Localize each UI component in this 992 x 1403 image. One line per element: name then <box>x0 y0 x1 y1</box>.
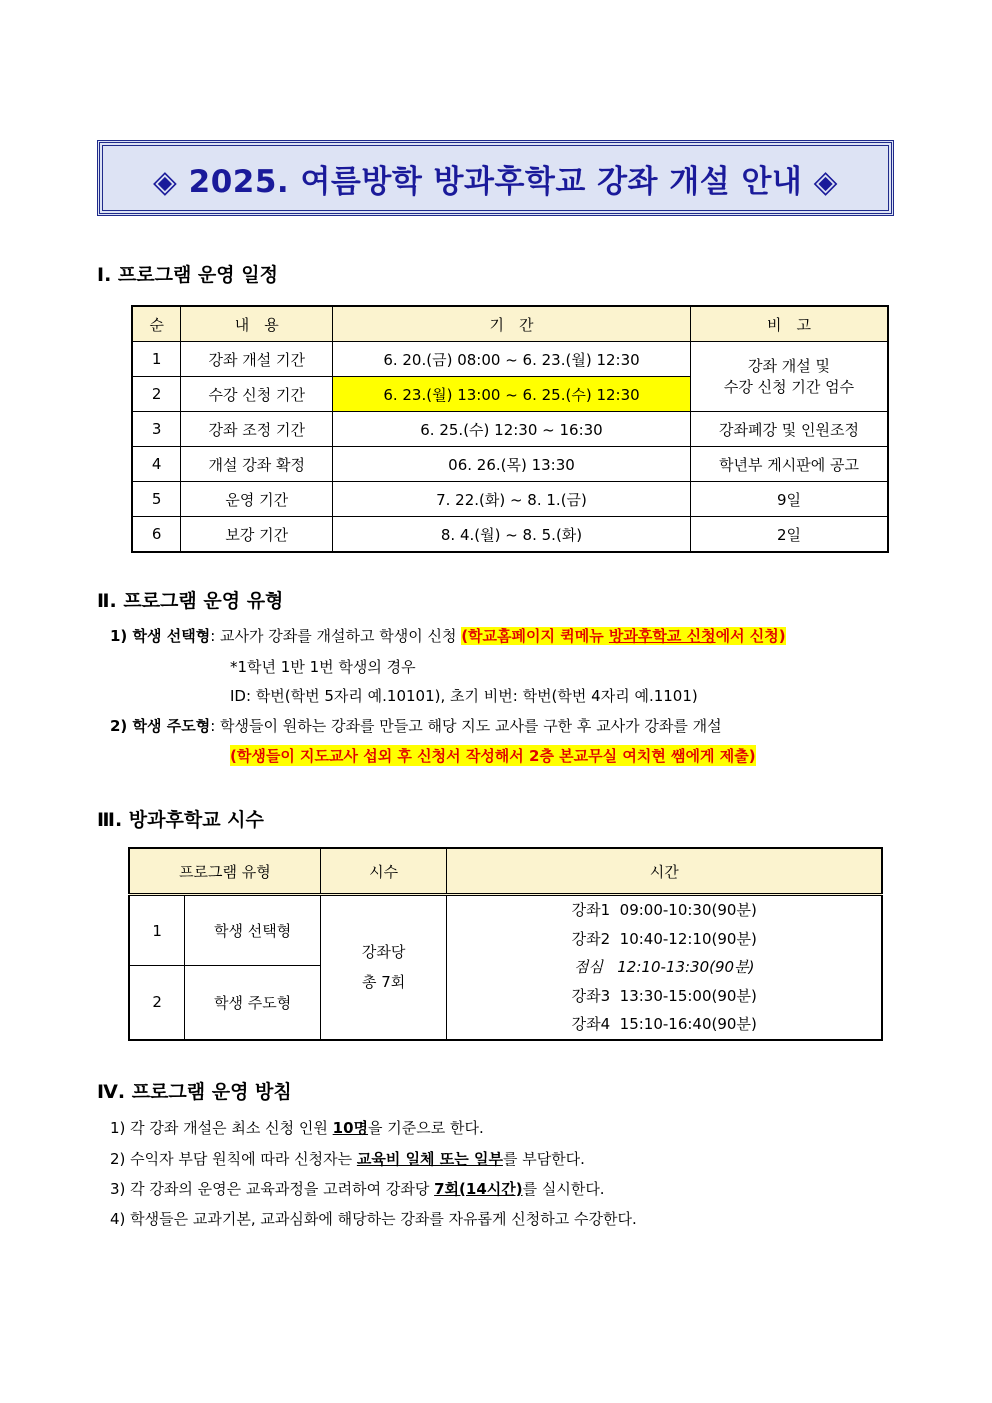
header-cell: 프로그램 유형 <box>129 848 320 895</box>
row-no: 6 <box>132 517 181 553</box>
table-row <box>132 342 888 377</box>
table-row <box>132 447 888 482</box>
merged-note <box>691 342 889 412</box>
policy-2 <box>110 1148 585 1169</box>
row-no: 1 <box>132 342 181 377</box>
type1-text: : 교사가 강좌를 개설하고 학생이 신청 <box>210 627 462 645</box>
policy-1 <box>110 1117 484 1138</box>
header-cell: 시간 <box>447 848 882 895</box>
policy-1-b: 10명 <box>332 1119 369 1137</box>
title-box <box>97 140 894 216</box>
row-no: 2 <box>132 377 181 412</box>
session-line: 강좌1 09:00-10:30(90분) <box>571 901 757 919</box>
row-content: 강좌 개설 기간 <box>181 342 333 377</box>
section2-heading: Ⅱ. 프로그램 운영 유형 <box>97 590 284 612</box>
merged-note-line2: 수강 신청 기간 엄수 <box>723 377 855 396</box>
policy-3-c: 를 실시한다. <box>522 1180 605 1198</box>
merged-note-line1: 강좌 개설 및 <box>748 356 830 375</box>
header-cell: 시수 <box>320 848 447 895</box>
row-period: 06. 26.(목) 13:30 <box>333 447 691 482</box>
row-note: 9일 <box>691 482 889 517</box>
header-cell: 기 간 <box>333 306 691 342</box>
sessions-cell <box>447 895 882 1040</box>
type1-red-a: (학교홈페이지 퀵메뉴 <box>461 627 609 645</box>
row-content: 개설 강좌 확정 <box>181 447 333 482</box>
hours-table <box>128 847 883 1041</box>
schedule-table <box>131 305 889 553</box>
header-cell: 내 용 <box>181 306 333 342</box>
type2-line <box>110 715 722 736</box>
type1-red-c: 에서 신청) <box>715 627 786 645</box>
policy-1-c: 을 기준으로 한다. <box>368 1119 484 1137</box>
row-period-highlighted: 6. 23.(월) 13:00 ~ 6. 25.(수) 12:30 <box>333 377 691 412</box>
policy-2-c: 를 부담한다. <box>502 1150 585 1168</box>
type2-red: (학생들이 지도교사 섭외 후 신청서 작성해서 2층 본교무실 여치현 쌤에게 제출) <box>230 747 756 765</box>
session-line: 강좌2 10:40-12:10(90분) <box>571 929 757 948</box>
policy-1-a: 1) 각 강좌 개설은 최소 신청 인원 <box>110 1119 333 1137</box>
table-header-row <box>132 306 888 342</box>
page-title: ◈ 2025. 여름방학 방과후학교 강좌 개설 안내 ◈ <box>153 163 838 200</box>
session-line-lunch: 점심 12:10-13:30(90분) <box>573 958 755 976</box>
row-no: 2 <box>129 966 185 1040</box>
policy-3-a: 3) 각 강좌의 운영은 교육과정을 고려하여 강좌당 <box>110 1180 435 1198</box>
section1-heading: Ⅰ. 프로그램 운영 일정 <box>97 264 278 286</box>
table-row <box>132 482 888 517</box>
type1-sub2: ID: 학번(학번 5자리 예.10101), 초기 비번: 학번(학번 4자리 예.1101) <box>230 687 698 705</box>
session-line: 강좌4 15:10-16:40(90분) <box>571 1015 757 1033</box>
row-content: 운영 기간 <box>181 482 333 517</box>
hours-line1: 강좌당 <box>361 943 406 962</box>
hours-line2: 총 7회 <box>361 973 406 992</box>
type1-label: 1) 학생 선택형 <box>110 627 211 645</box>
row-no: 4 <box>132 447 181 482</box>
table-row <box>132 517 888 553</box>
type2-text: : 학생들이 원하는 강좌를 만들고 해당 지도 교사를 구한 후 교사가 강좌를 개설 <box>210 717 722 735</box>
type1-sub1: *1학년 1반 1번 학생의 경우 <box>230 658 416 676</box>
row-note: 2일 <box>691 517 889 553</box>
type1-line <box>110 625 786 646</box>
policy-4: 4) 학생들은 교과기본, 교과심화에 해당하는 강좌를 자유롭게 신청하고 수강한다. <box>110 1210 637 1228</box>
header-cell: 비 고 <box>691 306 889 342</box>
row-period: 8. 4.(월) ~ 8. 5.(화) <box>333 517 691 553</box>
row-content: 보강 기간 <box>181 517 333 553</box>
row-content: 강좌 조정 기간 <box>181 412 333 447</box>
type2-label: 2) 학생 주도형 <box>110 717 211 735</box>
section4-heading: Ⅳ. 프로그램 운영 방침 <box>97 1081 292 1103</box>
table-row <box>132 412 888 447</box>
policy-2-a: 2) 수익자 부담 원칙에 따라 신청자는 <box>110 1150 357 1168</box>
policy-3 <box>110 1178 605 1199</box>
row-type: 학생 주도형 <box>185 966 321 1040</box>
type1-red-b: 방과후학교 신청 <box>608 627 716 645</box>
policy-2-b: 교육비 일체 또는 일부 <box>356 1150 503 1168</box>
header-cell: 순 <box>132 306 181 342</box>
row-no: 1 <box>129 895 185 966</box>
hours-cell <box>320 895 447 1040</box>
row-note: 학년부 게시판에 공고 <box>691 447 889 482</box>
session-line: 강좌3 13:30-15:00(90분) <box>571 986 757 1005</box>
row-content: 수강 신청 기간 <box>181 377 333 412</box>
row-period: 7. 22.(화) ~ 8. 1.(금) <box>333 482 691 517</box>
row-no: 5 <box>132 482 181 517</box>
policy-3-b: 7회(14시간) <box>434 1180 523 1198</box>
row-no: 3 <box>132 412 181 447</box>
section3-heading: Ⅲ. 방과후학교 시수 <box>97 809 264 831</box>
row-period: 6. 20.(금) 08:00 ~ 6. 23.(월) 12:30 <box>333 342 691 377</box>
table-row <box>129 895 882 966</box>
table-header-row <box>129 848 882 895</box>
row-note: 강좌폐강 및 인원조정 <box>691 412 889 447</box>
row-type: 학생 선택형 <box>185 895 321 966</box>
row-period: 6. 25.(수) 12:30 ~ 16:30 <box>333 412 691 447</box>
